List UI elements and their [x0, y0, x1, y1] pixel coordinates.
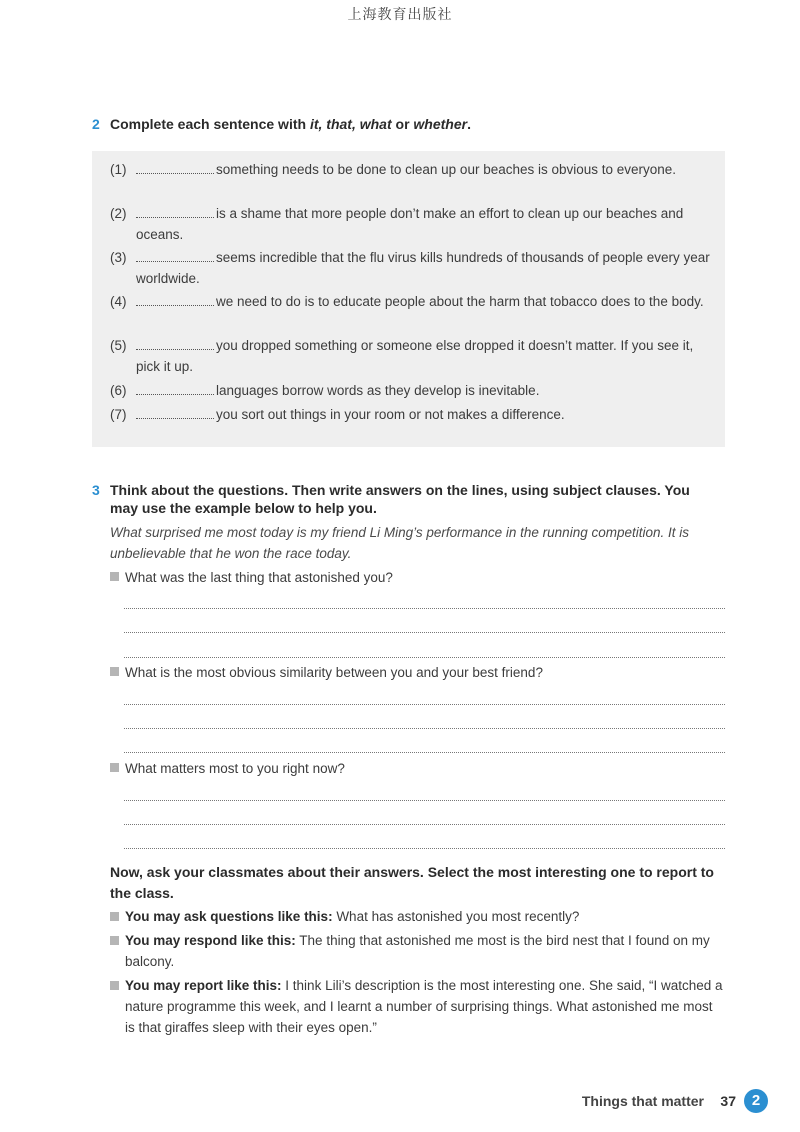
square-bullet-icon: [110, 572, 119, 581]
exercise-2-item: [110, 404, 710, 425]
item-number: (6): [110, 383, 127, 398]
square-bullet-icon: [110, 981, 119, 990]
exercise-3-instruction-line1: Think about the questions. Then write answers on the lines, using subject clauses. You: [110, 482, 690, 498]
question-item: [110, 665, 543, 680]
question-item: [110, 570, 393, 585]
exercise-2-item: [110, 335, 710, 377]
exercise-2-item: [110, 159, 710, 180]
item-text: seems incredible that the flu virus kills hundreds of thousands of people every year worldwide.: [136, 250, 710, 286]
tip-lead: You may ask questions like this:: [125, 909, 333, 924]
answer-blank[interactable]: [136, 249, 214, 262]
tip-text: What has astonished you most recently?: [332, 909, 580, 924]
tip-lead: You may respond like this:: [125, 933, 296, 948]
answer-line[interactable]: [124, 728, 725, 729]
tip-text: The thing that astonished me most is the bird nest that I found on my balcony.: [125, 933, 710, 969]
answer-blank[interactable]: [136, 293, 214, 306]
answer-blank[interactable]: [136, 205, 214, 218]
square-bullet-icon: [110, 912, 119, 921]
answer-blank[interactable]: [136, 406, 214, 419]
answer-line[interactable]: [124, 800, 725, 801]
answer-line[interactable]: [124, 632, 725, 633]
item-text: is a shame that more people don’t make an effort to clean up our beaches and oceans.: [136, 206, 684, 242]
question-text: What matters most to you right now?: [125, 761, 345, 776]
publisher-header: 上海教育出版社: [347, 7, 453, 23]
tip-item: [110, 930, 725, 972]
exercise-3-heading: [92, 480, 690, 501]
square-bullet-icon: [110, 936, 119, 945]
unit-number-badge: 2: [744, 1089, 768, 1113]
answer-line[interactable]: [124, 824, 725, 825]
follow-up-instruction: Now, ask your classmates about their answers. Select the most interesting one to report to the class.: [110, 864, 714, 901]
exercise-2-words: it, that, what: [309, 116, 392, 132]
square-bullet-icon: [110, 667, 119, 676]
item-number: (1): [110, 162, 127, 177]
item-text: we need to do is to educate people about the harm that tobacco does to the body.: [216, 294, 704, 309]
exercise-2-number: 2: [92, 116, 100, 132]
answer-blank[interactable]: [136, 337, 214, 350]
exercise-3-number: 3: [92, 482, 100, 498]
tip-item: [110, 975, 725, 1038]
exercise-2-or: or: [391, 116, 414, 132]
item-text: something needs to be done to clean up our beaches is obvious to everyone.: [216, 162, 677, 177]
question-text: What is the most obvious similarity between you and your best friend?: [125, 665, 543, 680]
answer-line[interactable]: [124, 752, 725, 753]
exercise-2-item: [110, 247, 710, 289]
tip-item: [110, 906, 725, 927]
answer-blank[interactable]: [136, 161, 214, 174]
item-text: you dropped something or someone else dropped it doesn’t matter. If you see it, pick it up.: [136, 338, 694, 374]
square-bullet-icon: [110, 763, 119, 772]
item-number: (7): [110, 407, 127, 422]
exercise-2-heading: [92, 114, 471, 135]
tip-lead: You may report like this:: [125, 978, 282, 993]
item-number: (2): [110, 206, 127, 221]
answer-line[interactable]: [124, 704, 725, 705]
unit-title: Things that matter: [581, 1093, 704, 1109]
question-text: What was the last thing that astonished you?: [125, 570, 393, 585]
item-text: you sort out things in your room or not makes a difference.: [216, 407, 565, 422]
item-number: (5): [110, 338, 127, 353]
exercise-2-item: [110, 291, 710, 312]
item-number: (3): [110, 250, 127, 265]
exercise-2-period: .: [467, 116, 471, 132]
example-answer: What surprised me most today is my friend Li Ming’s performance in the running competition. It is unbelievable that he won the race today.: [110, 525, 689, 561]
exercise-2-instruction: Complete each sentence with: [110, 116, 310, 132]
exercise-3-instruction-line2: may use the example below to help you.: [110, 500, 377, 516]
page-number: 37: [720, 1093, 736, 1109]
tip-text: I think Lili’s description is the most interesting one. She said, “I watched a nature programme this week, and I learnt a number of surprising things. What astonished me most is that giraffes sleep with their eyes open.”: [125, 978, 723, 1035]
answer-line[interactable]: [124, 657, 725, 658]
exercise-2-item: [110, 203, 710, 245]
answer-line[interactable]: [124, 608, 725, 609]
page-footer: [540, 1089, 770, 1115]
item-number: (4): [110, 294, 127, 309]
question-item: [110, 761, 345, 776]
item-text: languages borrow words as they develop is inevitable.: [216, 383, 540, 398]
exercise-2-item: [110, 380, 710, 401]
answer-blank[interactable]: [136, 382, 214, 395]
exercise-2-word-last: whether: [413, 116, 468, 132]
answer-line[interactable]: [124, 848, 725, 849]
